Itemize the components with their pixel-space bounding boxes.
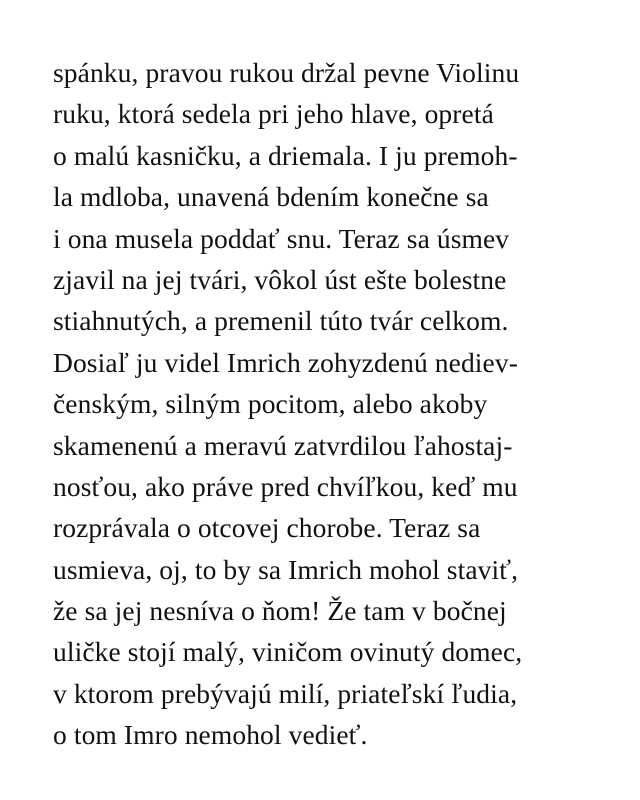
text-line-2: ruku, ktorá sedela pri jeho hlave, opretá [53, 98, 494, 130]
text-line-13: usmieva, oj, to by sa Imrich mohol staviť, [53, 553, 519, 585]
text-line-14: že sa jej nesníva o ňom! Že tam v bočnej [53, 595, 507, 627]
text-line-6: zjavil na jej tvári, vôkol úst ešte bolestne [53, 263, 507, 295]
text-line-15: uličke stojí malý, viničom ovinutý domec, [53, 636, 523, 668]
text-line-12: rozprávala o otcovej chorobe. Teraz sa [53, 512, 481, 544]
text-line-4: la mdloba, unavená bdením konečne sa [53, 181, 489, 213]
text-line-8: Dosiaľ ju videl Imrich zohyzdenú nediev- [53, 346, 518, 378]
text-line-16: v ktorom prebývajú milí, priateľskí ľudia, [53, 677, 518, 709]
text-line-10: skamenenú a meravú zatvrdilou ľahostaj- [53, 429, 513, 461]
text-line-3: o malú kasničku, a driemala. I ju premoh- [53, 139, 518, 171]
text-line-7: stiahnutých, a premenil túto tvár celkom. [53, 305, 509, 337]
text-line-5: i ona musela poddať snu. Teraz sa úsmev [53, 222, 510, 254]
text-line-9: čenským, silným pocitom, alebo akoby [53, 388, 488, 420]
text-line-1: spánku, pravou rukou držal pevne Violinu [53, 57, 520, 88]
text-line-17: o tom Imro nemohol vedieť. [53, 719, 368, 751]
text-line-11: nosťou, ako práve pred chvíľkou, keď mu [53, 470, 518, 502]
body-text [53, 52, 613, 756]
